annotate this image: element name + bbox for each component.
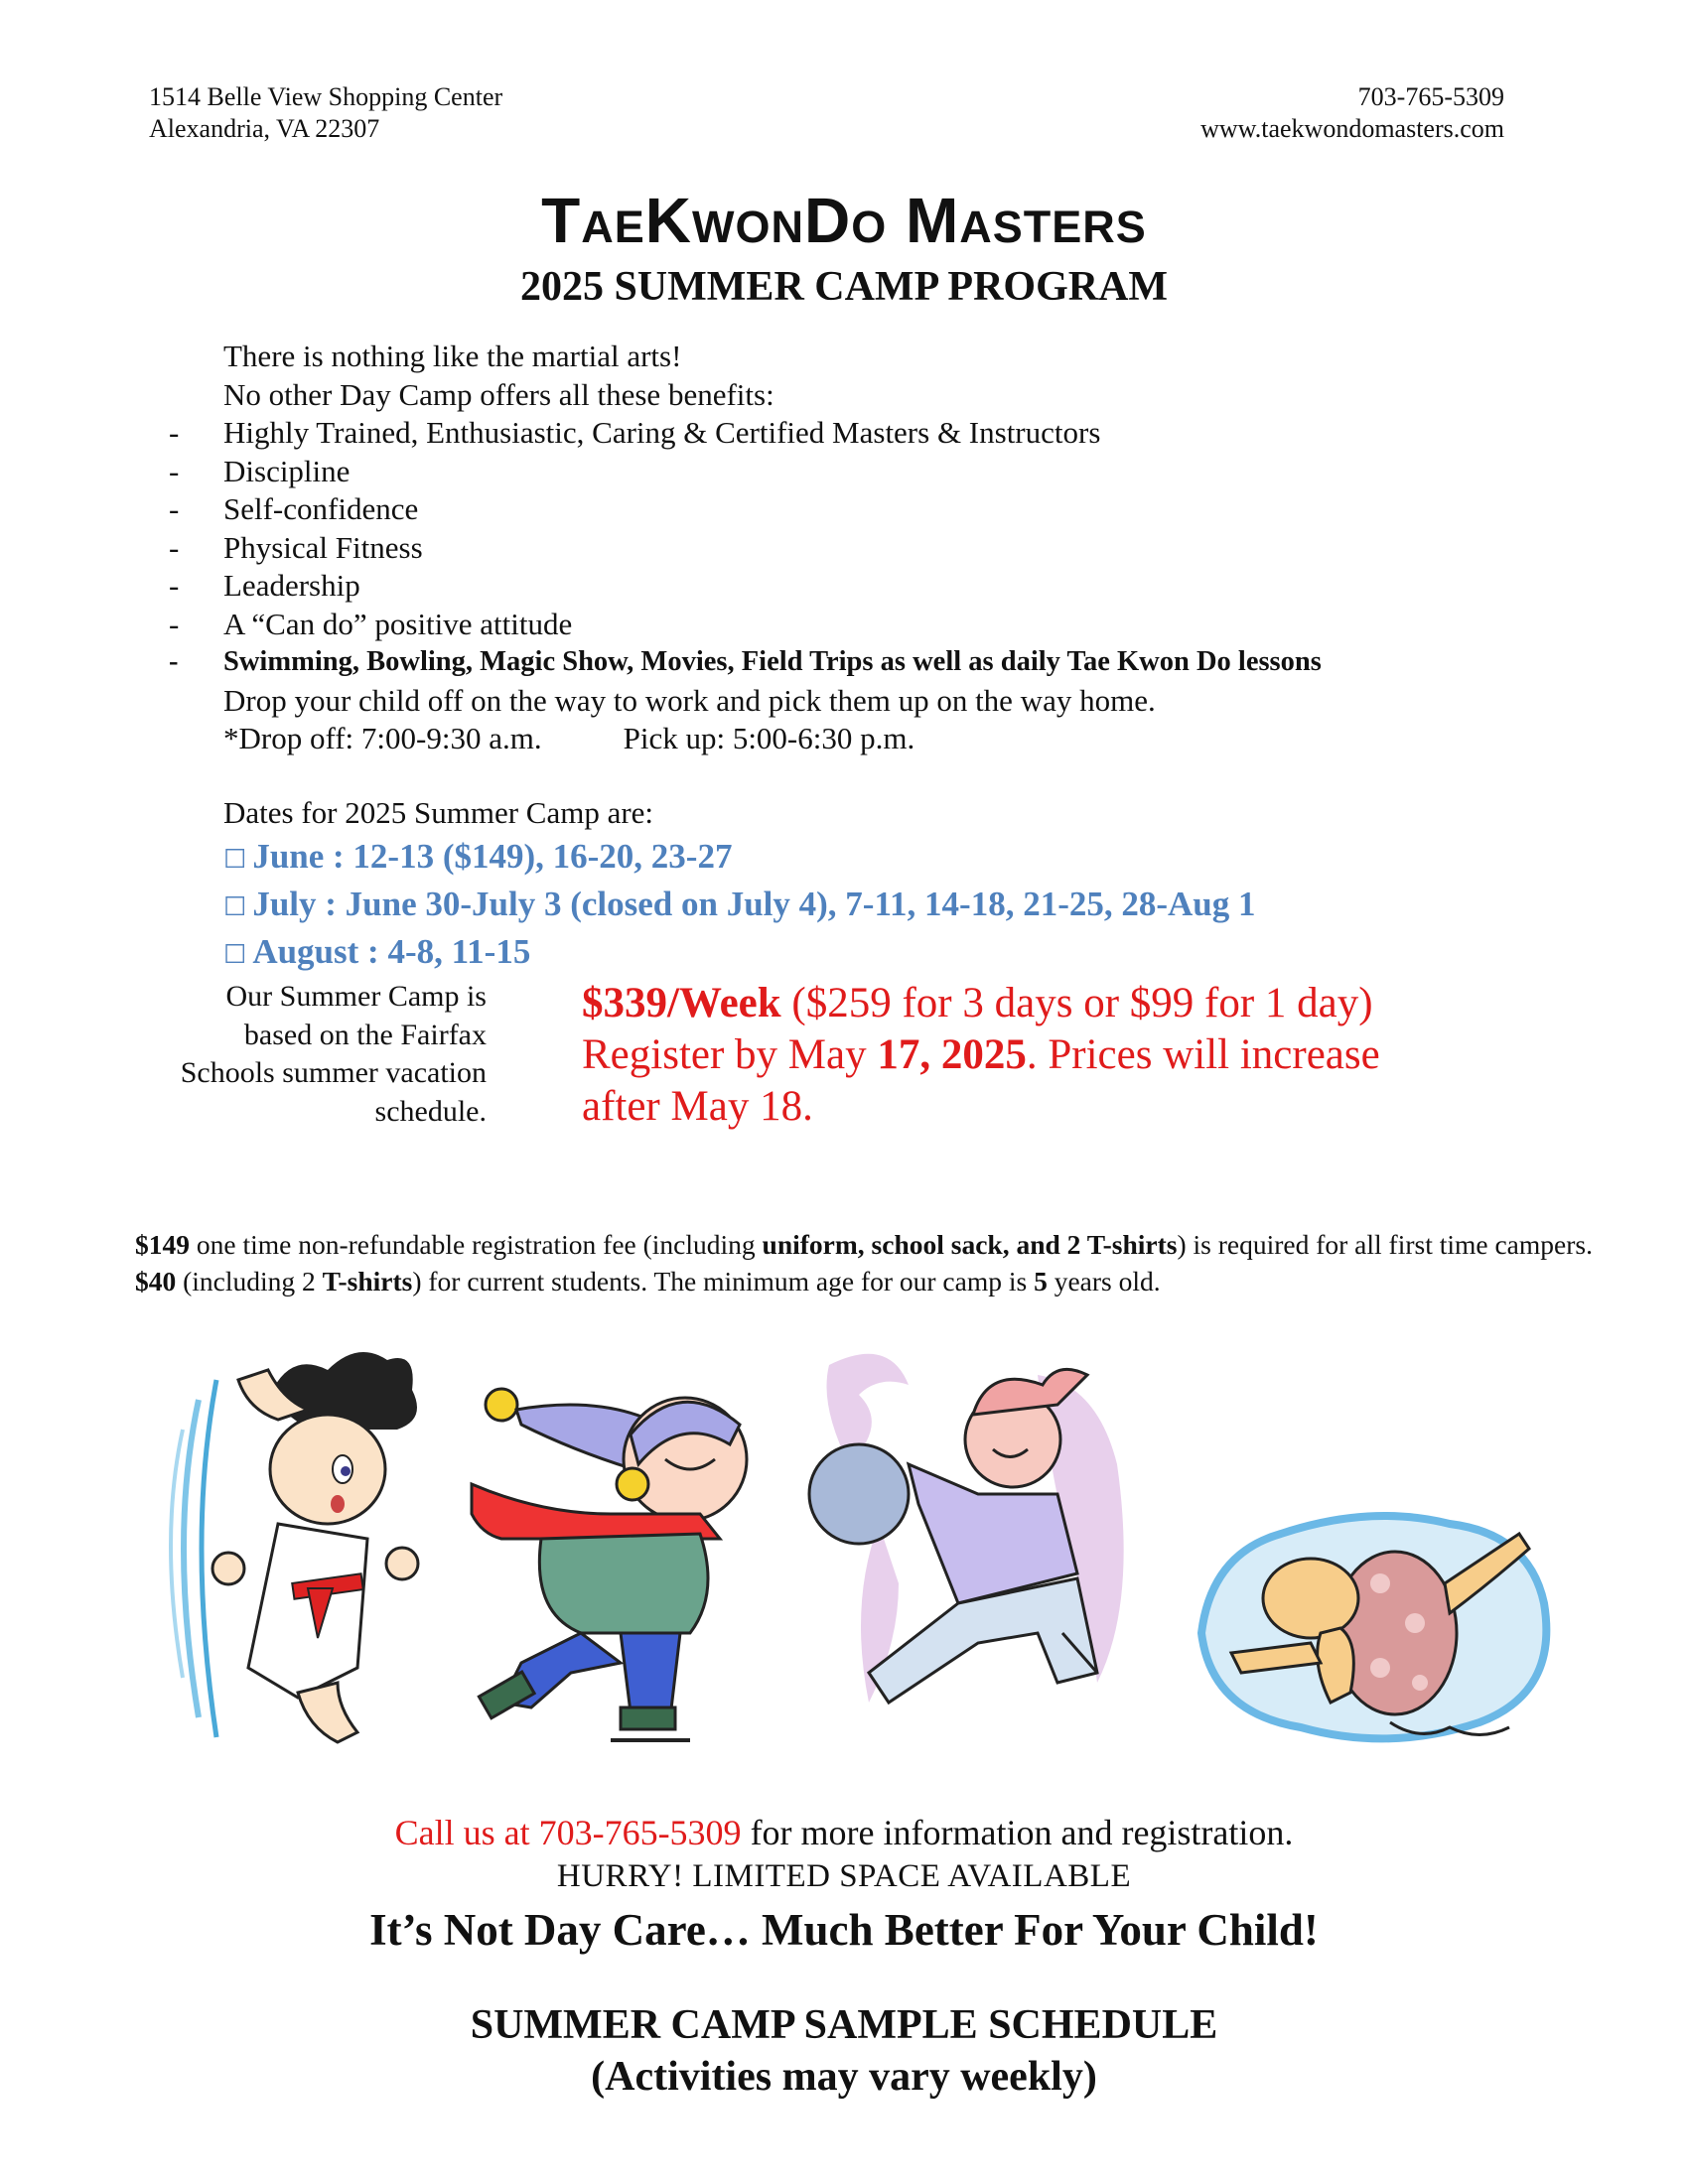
dropoff-times: *Drop off: 7:00-9:30 a.m.: [223, 721, 542, 755]
list-item: - Highly Trained, Enthusiastic, Caring & Certified Masters & Instructors: [169, 415, 1101, 450]
pricing-block: [582, 978, 1575, 1133]
header-website[interactable]: www.taekwondomasters.com: [1200, 114, 1504, 143]
fee-text: one time non-refundable registration fee (including: [190, 1229, 763, 1260]
benefits-list: [169, 414, 1322, 758]
register-date: 17, 2025: [877, 1031, 1027, 1078]
fee-tshirts: T-shirts: [322, 1266, 413, 1297]
taekwondo-kid-icon: [159, 1340, 437, 1757]
checkbox-icon[interactable]: ☐: [223, 940, 247, 969]
fee-includes: uniform, school sack, and 2 T-shirts: [762, 1229, 1178, 1260]
intro-line: No other Day Camp offers all these benefits:: [223, 376, 774, 412]
weekly-price: $339/Week: [582, 980, 781, 1026]
call-to-action: [0, 1812, 1688, 1853]
header-phone: 703-765-5309: [1357, 82, 1504, 111]
date-text: July : June 30-July 3 (closed on July 4), 7-11, 14-18, 21-25, 28-Aug 1: [252, 885, 1256, 923]
date-item-august[interactable]: [223, 929, 1256, 977]
date-text: August : 4-8, 11-15: [252, 932, 531, 971]
benefit-text: Self-confidence: [223, 491, 419, 526]
schedule-title: SUMMER CAMP SAMPLE SCHEDULE: [470, 2002, 1218, 2048]
list-item: - Swimming, Bowling, Magic Show, Movies, Field Trips as well as daily Tae Kwon Do lessons: [169, 646, 1322, 677]
register-prefix: Register by May: [582, 1031, 878, 1078]
min-age: 5: [1034, 1266, 1048, 1297]
intro: [223, 338, 774, 414]
schedule-subtitle: (Activities may vary weekly): [591, 2054, 1097, 2100]
address-block: [149, 81, 502, 145]
checkbox-icon[interactable]: ☐: [223, 845, 247, 874]
ice-skater-icon: [462, 1365, 779, 1752]
contact-block: [1200, 81, 1504, 145]
hurry-note: HURRY! LIMITED SPACE AVAILABLE: [556, 1858, 1132, 1894]
benefit-text: A “Can do” positive attitude: [223, 606, 573, 641]
list-item: - A “Can do” positive attitude: [169, 606, 573, 641]
dates-list: [223, 834, 1256, 977]
list-item: - Self-confidence: [169, 491, 419, 526]
intro-line: There is nothing like the martial arts!: [223, 339, 682, 373]
side-note-line: Our Summer Camp is: [225, 980, 487, 1013]
fee-text: years old.: [1047, 1266, 1161, 1297]
checkbox-icon[interactable]: ☐: [223, 892, 247, 921]
call-phone[interactable]: Call us at 703-765-5309: [394, 1813, 742, 1852]
page-subtitle: 2025 SUMMER CAMP PROGRAM: [519, 264, 1169, 310]
price-line: [582, 978, 1575, 1029]
list-item: - Discipline: [169, 453, 351, 488]
address-line-1: 1514 Belle View Shopping Center: [149, 82, 503, 111]
address-line-2: Alexandria, VA 22307: [149, 114, 380, 143]
page-title: TaeKwonDo Masters: [541, 185, 1147, 256]
price-increase-line: after May 18.: [582, 1083, 813, 1130]
benefit-text: Highly Trained, Enthusiastic, Caring & Certified Masters & Instructors: [223, 415, 1101, 450]
fee-text: ) is required for all first time campers.: [1177, 1229, 1593, 1260]
fee-text: (including 2: [176, 1266, 323, 1297]
pickup-times: Pick up: 5:00-6:30 p.m.: [623, 721, 915, 755]
fee-amount: $149: [135, 1229, 190, 1260]
dates-intro: Dates for 2025 Summer Camp are:: [223, 795, 654, 830]
side-note-line: schedule.: [374, 1094, 487, 1128]
side-note-line: based on the Fairfax: [243, 1018, 487, 1051]
student-fee: $40: [135, 1266, 177, 1297]
register-line: [582, 1029, 1575, 1081]
benefit-text: Leadership: [223, 568, 360, 603]
fee-text: ) for current students. The minimum age for our camp is: [412, 1266, 1035, 1297]
date-text: June : 12-13 ($149), 16-20, 23-27: [252, 837, 733, 876]
register-suffix: . Prices will increase: [1026, 1031, 1380, 1078]
times-row: [169, 720, 1322, 758]
bowler-icon: [799, 1345, 1157, 1762]
benefit-text: Discipline: [223, 453, 351, 488]
side-note: [129, 978, 487, 1131]
date-item-july[interactable]: [223, 882, 1256, 929]
list-item: - Physical Fitness: [169, 529, 423, 565]
benefit-text: Physical Fitness: [223, 529, 423, 565]
swimmer-icon: [1192, 1494, 1559, 1752]
dropoff-text: Drop your child off on the way to work and pick them up on the way home.: [223, 682, 1156, 718]
side-note-line: Schools summer vacation: [180, 1056, 487, 1089]
price-alternatives: ($259 for 3 days or $99 for 1 day): [780, 980, 1373, 1026]
list-item: - Leadership: [169, 568, 360, 603]
benefit-text: Swimming, Bowling, Magic Show, Movies, Field Trips as well as daily Tae Kwon Do lessons: [223, 646, 1322, 677]
tagline: It’s Not Day Care… Much Better For Your Child!: [369, 1905, 1319, 1955]
date-item-june[interactable]: [223, 834, 1256, 882]
call-text: for more information and registration.: [741, 1813, 1294, 1852]
registration-fee-note: [135, 1226, 1595, 1299]
